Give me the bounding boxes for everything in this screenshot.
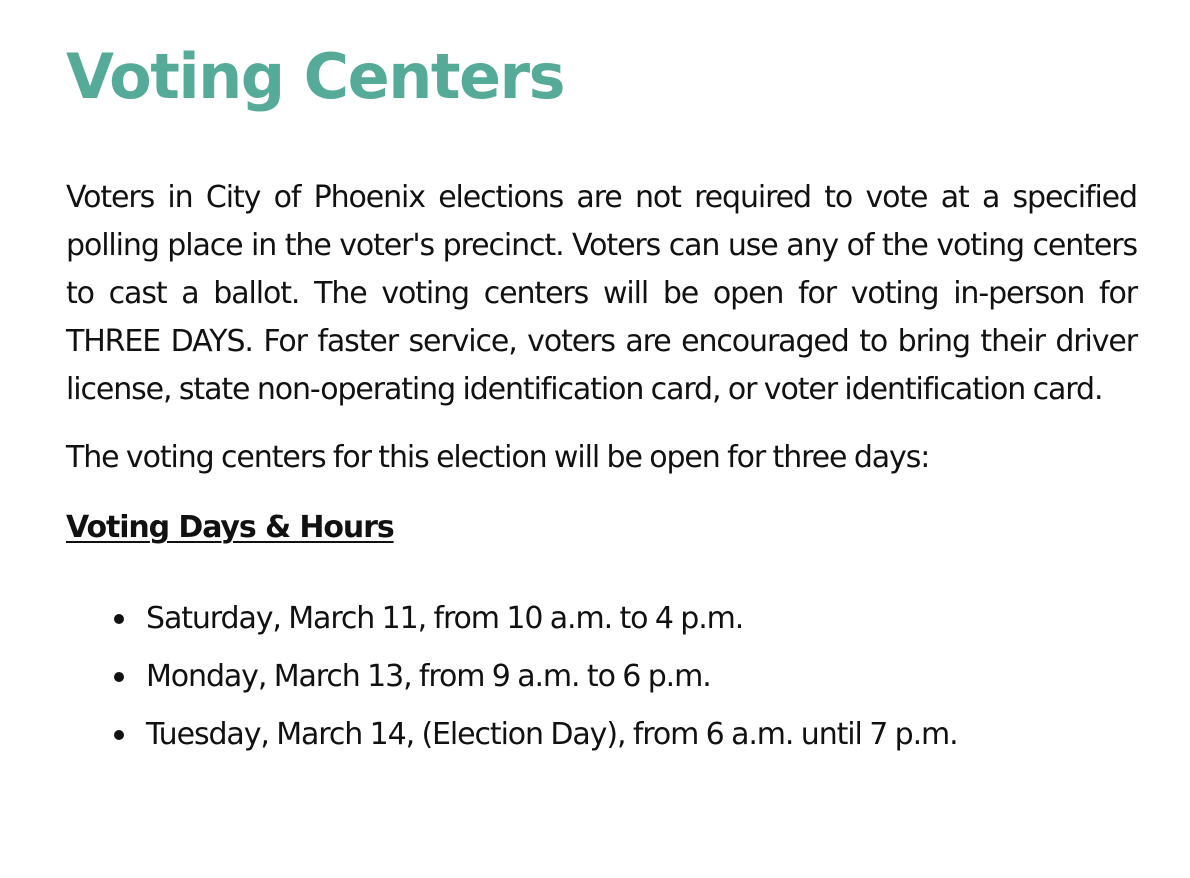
list-item-text: Tuesday, March 14, (Election Day), from 6 a.m. until 7 p.m. [146,717,958,752]
bullet-icon [114,730,124,740]
list-item [66,648,1137,706]
voting-hours-list [66,590,1137,764]
bullet-icon [114,614,124,624]
list-item-text: Monday, March 13, from 9 a.m. to 6 p.m. [146,659,711,694]
bullet-icon [114,672,124,682]
list-item [66,706,1137,764]
page-title: Voting Centers [66,40,565,113]
voting-centers-article [66,0,1137,764]
intro-paragraph: Voters in City of Phoenix elections are not required to vote at a specified polling place in the voter's precinct. Voters can use any of the voting centers to cast a ballot. The voting centers will be open for voting in-person for THREE DAYS. For faster service, voters are encouraged to bring their driver license, state non-operating identification card, or voter identification card. [66,180,1137,407]
list-item [66,590,1137,648]
voting-hours-heading: Voting Days & Hours [66,510,394,545]
list-item-text: Saturday, March 11, from 10 a.m. to 4 p.m. [146,601,744,636]
lead-paragraph: The voting centers for this election will be open for three days: [66,440,930,475]
